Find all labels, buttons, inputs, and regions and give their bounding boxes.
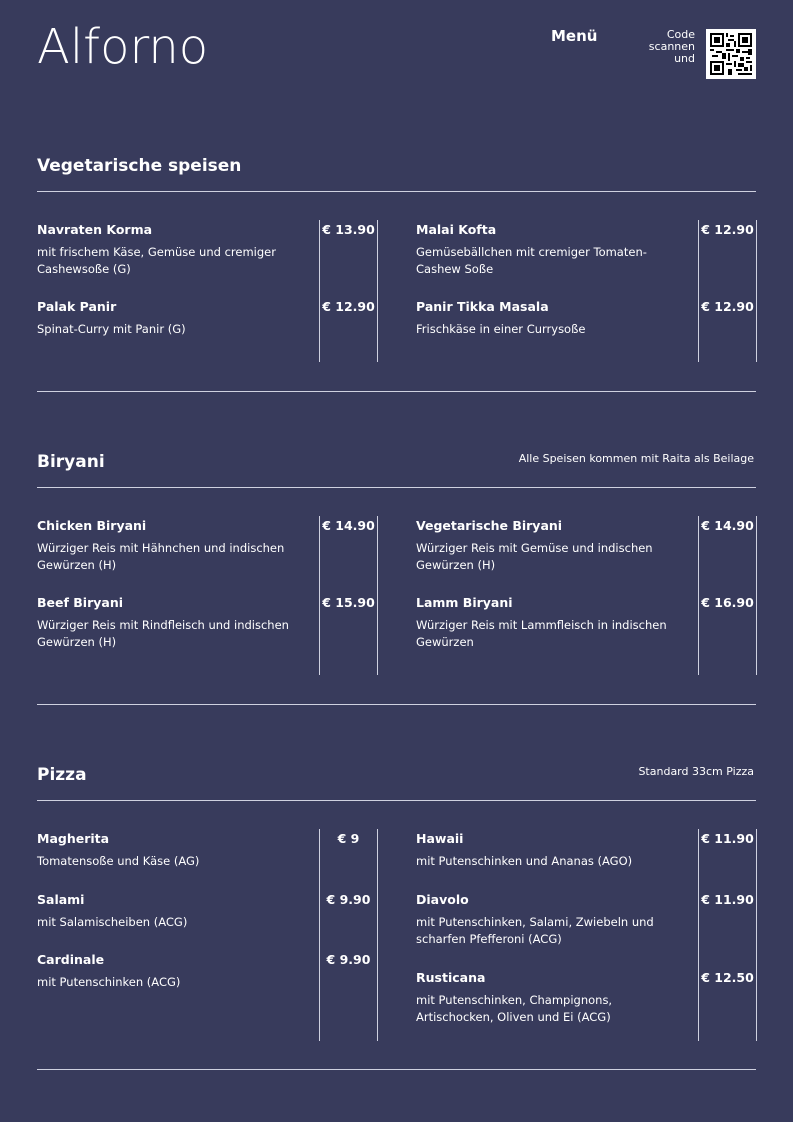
divider — [37, 391, 756, 392]
item-description: Gemüsebällchen mit cremiger Tomaten-Cashew Soße — [416, 245, 647, 276]
price-divider — [319, 829, 320, 1041]
item-price: € 14.90 — [701, 518, 754, 533]
price-divider — [377, 516, 378, 675]
item-name: Panir Tikka Masala — [416, 299, 549, 314]
section-biryani — [37, 446, 756, 708]
price-divider — [756, 220, 757, 362]
item-price: € 9.90 — [326, 952, 371, 967]
item-description: Würziger Reis mit Lammfleisch in indischen Gewürzen — [416, 618, 667, 649]
item-price: € 11.90 — [701, 892, 754, 907]
item-name: Lamm Biryani — [416, 595, 513, 610]
item-name: Palak Panir — [37, 299, 117, 314]
item-price: € 15.90 — [322, 595, 375, 610]
section-title: Pizza — [37, 765, 87, 785]
item-description: Frischkäse in einer Currysoße — [416, 322, 586, 336]
item-name: Salami — [37, 892, 85, 907]
item-price: € 12.90 — [701, 299, 754, 314]
section-note: Alle Speisen kommen mit Raita als Beilage — [518, 452, 754, 465]
section-title: Vegetarische speisen — [37, 156, 242, 176]
divider — [37, 1069, 756, 1070]
item-price: € 9.90 — [326, 892, 371, 907]
item-name: Malai Kofta — [416, 222, 497, 237]
price-divider — [319, 516, 320, 675]
item-name: Diavolo — [416, 892, 469, 907]
item-description: Tomatensoße und Käse (AG) — [37, 854, 200, 868]
divider — [37, 704, 756, 705]
price-divider — [698, 829, 699, 1041]
item-description: Würziger Reis mit Gemüse und indischen Gewürzen (H) — [416, 541, 653, 572]
divider — [37, 800, 756, 801]
price-divider — [756, 516, 757, 675]
divider — [37, 487, 756, 488]
item-description: Würziger Reis mit Hähnchen und indischen Gewürzen (H) — [37, 541, 285, 572]
item-name: Vegetarische Biryani — [416, 518, 563, 533]
item-name: Navraten Korma — [37, 222, 153, 237]
item-name: Cardinale — [37, 952, 105, 967]
menu-label: Menü — [551, 27, 598, 45]
item-name: Rusticana — [416, 970, 486, 985]
price-divider — [377, 220, 378, 362]
item-description: mit frischem Käse, Gemüse und cremiger Cashewsoße (G) — [37, 245, 276, 276]
item-name: Hawaii — [416, 831, 464, 846]
item-description: mit Putenschinken (ACG) — [37, 975, 181, 989]
item-name: Beef Biryani — [37, 595, 124, 610]
item-description: mit Putenschinken, Champignons, Artischocken, Oliven und Ei (ACG) — [416, 993, 613, 1024]
divider — [37, 191, 756, 192]
price-divider — [698, 516, 699, 675]
item-price: € 14.90 — [322, 518, 375, 533]
item-description: Spinat-Curry mit Panir (G) — [37, 322, 186, 336]
item-description: mit Salamischeiben (ACG) — [37, 915, 188, 929]
item-price: € 12.90 — [322, 299, 375, 314]
item-price: € 12.50 — [701, 970, 754, 985]
section-pizza — [37, 759, 756, 1073]
qr-code-icon[interactable] — [706, 29, 756, 79]
price-divider — [377, 829, 378, 1041]
section-vegetarian — [37, 150, 756, 395]
item-price: € 16.90 — [701, 595, 754, 610]
price-divider — [319, 220, 320, 362]
item-price: € 12.90 — [701, 222, 754, 237]
item-name: Magherita — [37, 831, 110, 846]
qr-text-line: scannen — [648, 40, 695, 53]
qr-text-line: Code — [666, 28, 695, 41]
qr-instruction — [649, 29, 695, 65]
section-title: Biryani — [37, 452, 105, 472]
brand-logo-text: Alforno — [37, 19, 209, 75]
qr-text-line: und — [674, 52, 695, 65]
item-price: € 13.90 — [322, 222, 375, 237]
item-price: € 11.90 — [701, 831, 754, 846]
item-description: mit Putenschinken, Salami, Zwiebeln und scharfen Pfefferoni (ACG) — [416, 915, 654, 946]
section-note: Standard 33cm Pizza — [638, 765, 754, 778]
item-description: mit Putenschinken und Ananas (AGO) — [416, 854, 633, 868]
price-divider — [698, 220, 699, 362]
item-name: Chicken Biryani — [37, 518, 147, 533]
item-description: Würziger Reis mit Rindfleisch und indischen Gewürzen (H) — [37, 618, 289, 649]
item-price: € 9 — [337, 831, 360, 846]
price-divider — [756, 829, 757, 1041]
